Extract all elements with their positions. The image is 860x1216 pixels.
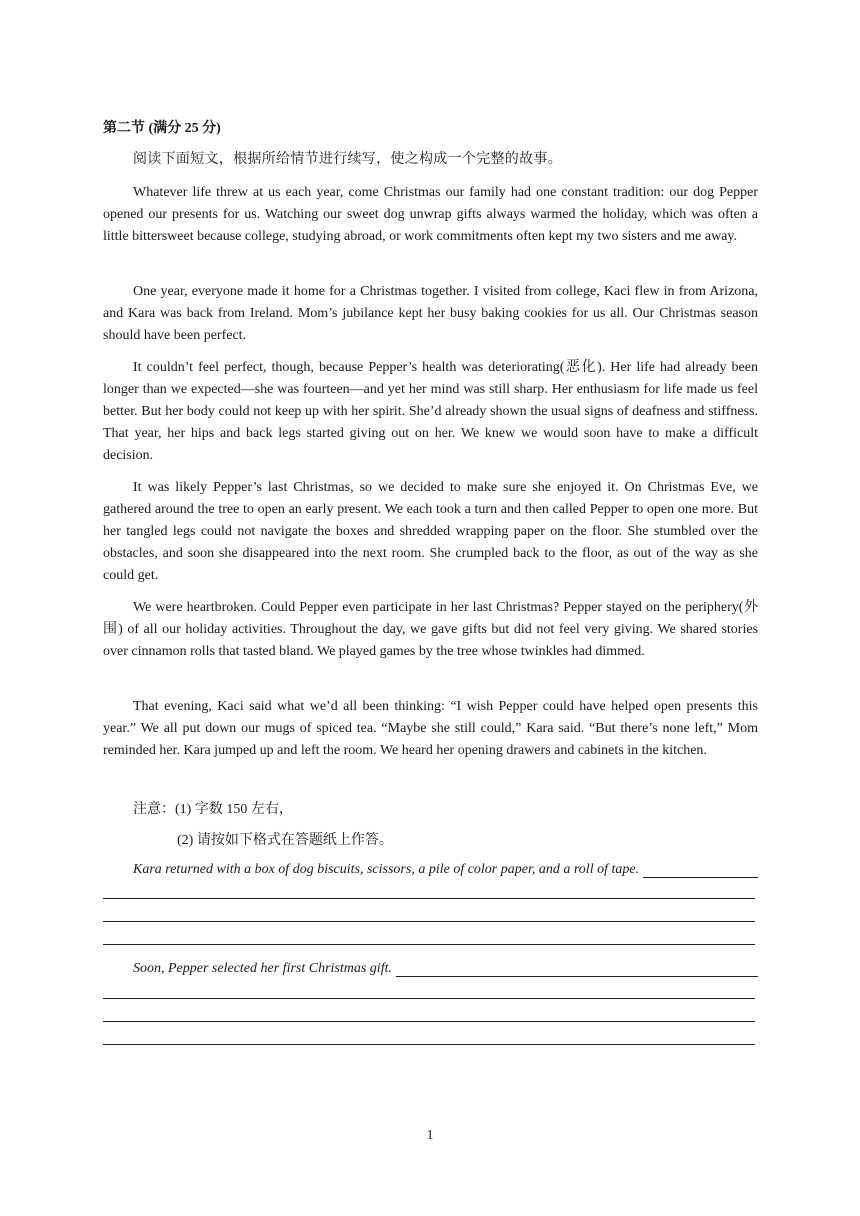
section-title: 第二节 (满分 25 分) [103, 121, 221, 136]
continuation-prompt-1 [103, 862, 758, 878]
continuation-prompt-2 [103, 961, 758, 977]
passage-paragraph-4: It was likely Pepper’s last Christmas, so we decided to make sure she enjoyed it. On Christmas Eve, we gathered around the tree to open an early present. We each took a turn and then called Pepper to open one more. But her tangled legs could not navigate the boxes and shredded wrapping paper on the floor. She stumbled over the obstacles, and soon she disappeared into the next room. She crumpled back to the floor, as out of the way as she could get. [103, 480, 758, 583]
prompt-2-text: Soon, Pepper selected her first Christmas gift. [133, 961, 392, 976]
task-instruction: 阅读下面短文，根据所给情节进行续写，使之构成一个完整的故事。 [133, 152, 562, 167]
passage-paragraph-1: Whatever life threw at us each year, come Christmas our family had one constant tradition: our dog Pepper opened our presents for us. Watching our sweet dog unwrap gifts always warmed the holiday, which was often a little bittersweet because college, studying abroad, or work commitments often kept my two sisters and me away. [103, 185, 758, 244]
prompt-1-fill-line [643, 863, 758, 878]
answer-line [103, 944, 755, 945]
answer-line [103, 1044, 755, 1045]
passage-paragraph-5: We were heartbroken. Could Pepper even participate in her last Christmas? Pepper stayed on the periphery(外围) of all our holiday activities. Throughout the day, we gave gifts but did not feel very giving. We shared stories over cinnamon rolls that tasted bland. We played games by the tree whose twinkles had dimmed. [103, 600, 758, 659]
prompt-1-text: Kara returned with a box of dog biscuits, scissors, a pile of color paper, and a roll of tape. [133, 862, 640, 877]
answer-line [103, 898, 755, 899]
answer-line [103, 921, 755, 922]
answer-line [103, 998, 755, 999]
prompt-2-fill-line [396, 962, 758, 977]
note-answer-format: (2) 请按如下格式在答题纸上作答。 [177, 833, 393, 848]
page-number: 1 [426, 1128, 434, 1143]
answer-line [103, 1021, 755, 1022]
passage-paragraph-6: That evening, Kaci said what we’d all been thinking: “I wish Pepper could have helped open presents this year.” We all put down our mugs of spiced tea. “Maybe she still could,” Kara said. “But there’s none left,” Mom reminded her. Kara jumped up and left the room. We heard her opening drawers and cabinets in the kitchen. [103, 699, 758, 758]
passage-paragraph-2: One year, everyone made it home for a Christmas together. I visited from college, Kaci flew in from Arizona, and Kara was back from Ireland. Mom’s jubilance kept her busy baking cookies for us all. Our Christmas season should have been perfect. [103, 284, 758, 343]
passage-paragraph-3: It couldn’t feel perfect, though, because Pepper’s health was deteriorating(恶化). Her life had already been longer than we expected—she was fourteen—and yet her mind was still sharp. Her enthusiasm for life made us feel better. But her body could not keep up with her spirit. She’d already shown the usual signs of deafness and stiffness. That year, her hips and back legs started giving out on her. We knew we would soon have to make a difficult decision. [103, 360, 758, 463]
note-word-count: 注意：(1) 字数 150 左右， [133, 802, 293, 817]
